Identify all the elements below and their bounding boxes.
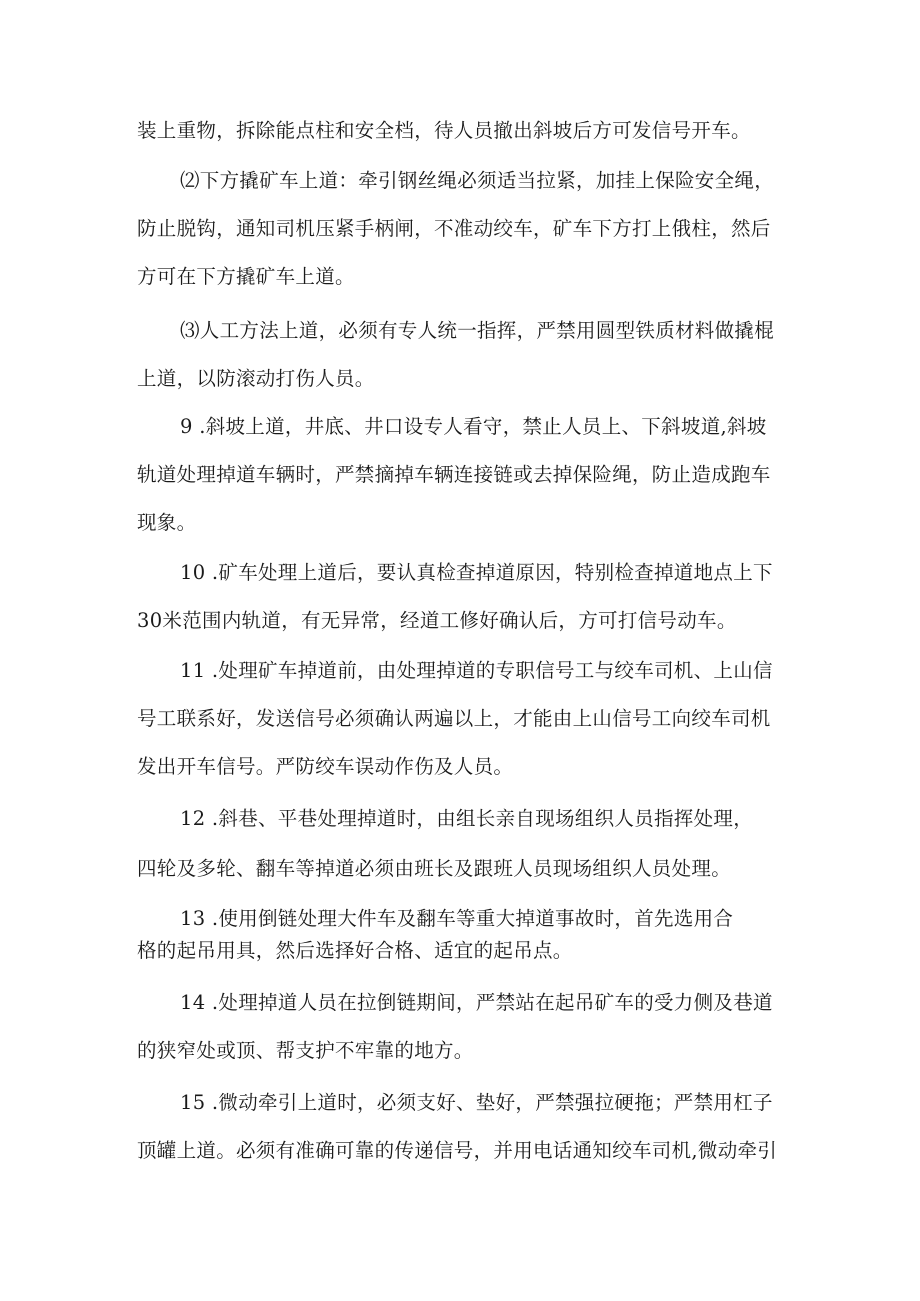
text-line: 15 .微动牵引上道时，必须支好、垫好，严禁强拉硬拖；严禁用杠子 — [180, 1091, 773, 1114]
text-line: ⑵下方撬矿车上道：牵引钢丝绳必须适当拉紧，加挂上保险安全绳， — [180, 169, 775, 192]
text-line: 9 .斜坡上道，井底、井口设专人看守，禁止人员上、下斜坡道,斜坡 — [180, 415, 767, 438]
text-line: 30米范围内轨道，有无异常，经道工修好确认后，方可打信号动车。 — [137, 609, 737, 632]
text-line: 四轮及多轮、翻车等掉道必须由班长及跟班人员现场组织人员处理。 — [137, 857, 732, 880]
text-line: 11 .处理矿车掉道前，由处理掉道的专职信号工与绞车司机、上山信 — [180, 659, 773, 682]
text-line: 装上重物，拆除能点柱和安全档，待人员撤出斜坡后方可发信号开车。 — [137, 119, 751, 142]
text-line: 方可在下方撬矿车上道。 — [137, 265, 355, 288]
text-line: ⑶人工方法上道，必须有专人统一指挥，严禁用圆型铁质材料做撬棍 — [180, 319, 775, 342]
text-line: 号工联系好，发送信号必须确认两遍以上，才能由上山信号工向绞车司机 — [137, 707, 771, 730]
text-line: 现象。 — [137, 511, 197, 534]
text-line: 14 .处理掉道人员在拉倒链期间，严禁站在起吊矿车的受力侧及巷道 — [180, 991, 773, 1014]
text-line: 13 .使用倒链处理大件车及翻车等重大掉道事故时，首先选用合 — [180, 907, 734, 930]
text-line: 轨道处理掉道车辆时，严禁摘掉车辆连接链或去掉保险绳，防止造成跑车 — [137, 463, 771, 486]
text-line: 12 .斜巷、平巷处理掉道时，由组长亲自现场组织人员指挥处理， — [180, 807, 754, 830]
text-line: 上道，以防滚动打伤人员。 — [137, 367, 375, 390]
text-line: 防止脱钩，通知司机压紧手柄闸，不准动绞车，矿车下方打上俄柱，然后 — [137, 217, 771, 240]
text-line: 发出开车信号。严防绞车误动作伤及人员。 — [137, 755, 514, 778]
text-line: 格的起吊用具，然后选择好合格、适宜的起吊点。 — [137, 939, 573, 962]
text-line: 顶罐上道。必须有准确可靠的传递信号，并用电话通知绞车司机,微动牵引 — [137, 1139, 778, 1162]
text-line: 的狭窄处或顶、帮支护不牢靠的地方。 — [137, 1039, 474, 1062]
text-line: 10 .矿车处理上道后，要认真检查掉道原因，特别检查掉道地点上下 — [180, 561, 773, 584]
